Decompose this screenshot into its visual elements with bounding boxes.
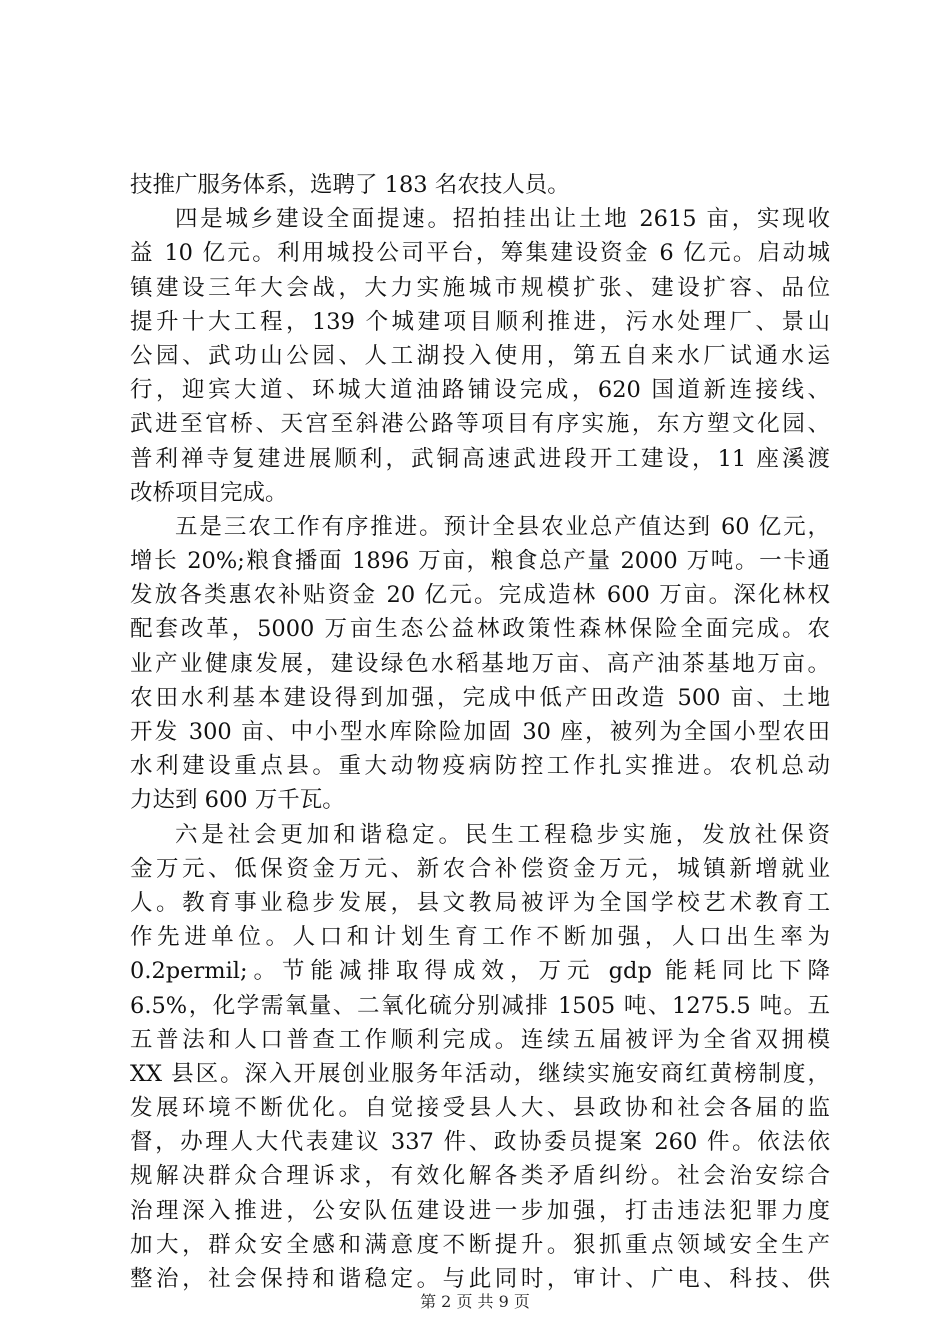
text-line: 督，办理人大代表建议 337 件、政协委员提案 260 件。依法依: [130, 1129, 830, 1156]
text-line: 人。教育事业稳步发展，县文教局被评为全国学校艺术教育工: [130, 889, 830, 916]
document-body: [130, 168, 830, 1296]
text-line: 镇建设三年大会战，大力实施城市规模扩张、建设扩容、品位: [130, 274, 830, 301]
text-line: 整治，社会保持和谐稳定。与此同时，审计、广电、科技、供: [130, 1266, 830, 1292]
text-line: 力达到 600 万千瓦。: [130, 787, 345, 814]
text-line: 农田水利基本建设得到加强，完成中低产田改造 500 亩、土地: [130, 684, 830, 711]
page-number-footer: 第 2 页 共 9 页: [420, 1292, 530, 1311]
text-line: 公园、武功山公园、人工湖投入使用，第五自来水厂试通水运: [130, 342, 830, 369]
text-line: 发展环境不断优化。自觉接受县人大、县政协和社会各届的监: [130, 1095, 830, 1122]
text-line: 五普法和人口普查工作顺利完成。连续五届被评为全省双拥模: [130, 1026, 830, 1053]
text-line: 四是城乡建设全面提速。招拍挂出让土地 2615 亩，实现收: [175, 206, 830, 233]
text-line: 武进至官桥、天宫至斜港公路等项目有序实施，东方塑文化园、: [130, 411, 830, 438]
text-line: 规解决群众合理诉求，有效化解各类矛盾纠纷。社会治安综合: [130, 1163, 830, 1190]
text-line: 发放各类惠农补贴资金 20 亿元。完成造林 600 万亩。深化林权: [130, 582, 830, 609]
text-line: 配套改革，5000 万亩生态公益林政策性森林保险全面完成。农: [130, 616, 830, 643]
text-line: 作先进单位。人口和计划生育工作不断加强，人口出生率为: [130, 924, 830, 951]
text-line: 益 10 亿元。利用城投公司平台，筹集建设资金 6 亿元。启动城: [130, 240, 830, 267]
text-line: 6.5%，化学需氧量、二氧化硫分别减排 1505 吨、1275.5 吨。五: [130, 992, 830, 1019]
text-line: 改桥项目完成。: [130, 479, 288, 506]
text-line: 行，迎宾大道、环城大道油路铺设完成，620 国道新连接线、: [130, 377, 830, 404]
text-line: 五是三农工作有序推进。预计全县农业总产值达到 60 亿元，: [175, 513, 830, 540]
text-line: 六是社会更加和谐稳定。民生工程稳步实施，发放社保资: [175, 821, 830, 848]
text-line: 加大，群众安全感和满意度不断提升。狠抓重点领域安全生产: [130, 1231, 830, 1258]
text-line: 0.2permil;。节能减排取得成效，万元 gdp 能耗同比下降: [130, 958, 830, 985]
text-line: 金万元、低保资金万元、新农合补偿资金万元，城镇新增就业: [130, 855, 830, 882]
text-line: 治理深入推进，公安队伍建设进一步加强，打击违法犯罪力度: [130, 1197, 830, 1224]
text-line: 技推广服务体系，选聘了 183 名农技人员。: [130, 172, 570, 198]
text-line: 水利建设重点县。重大动物疫病防控工作扎实推进。农机总动: [130, 753, 830, 780]
text-line: XX 县区。深入开展创业服务年活动，继续实施安商红黄榜制度，: [130, 1060, 830, 1087]
text-line: 增长 20%;粮食播面 1896 万亩，粮食总产量 2000 万吨。一卡通: [130, 548, 830, 575]
text-line: 提升十大工程，139 个城建项目顺利推进，污水处理厂、景山: [130, 308, 830, 335]
text-line: 开发 300 亩、中小型水库除险加固 30 座，被列为全国小型农田: [130, 719, 830, 745]
text-line: 普利禅寺复建进展顺利，武铜高速武进段开工建设，11 座溪渡: [130, 445, 830, 472]
text-line: 业产业健康发展，建设绿色水稻基地万亩、高产油茶基地万亩。: [130, 650, 830, 677]
